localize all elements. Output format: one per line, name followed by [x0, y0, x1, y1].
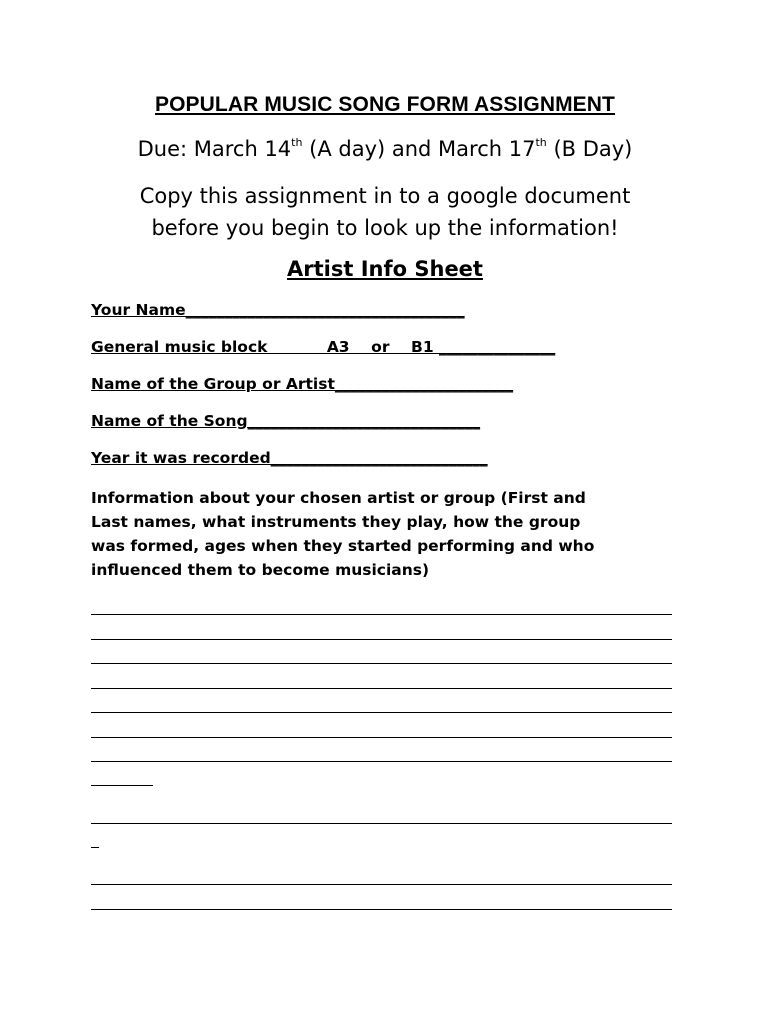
artist-info-prompt-line-3: was formed, ages when they started performing and who	[91, 537, 595, 555]
answer-line-short[interactable]	[91, 847, 99, 848]
your-name-field[interactable]: Your Name____________________________________	[91, 301, 465, 319]
answer-line[interactable]	[91, 639, 672, 640]
artist-info-prompt-line-4: influenced them to become musicians)	[91, 561, 430, 579]
copy-instruction-line-1: Copy this assignment in to a google document	[139, 184, 631, 208]
answer-line[interactable]	[91, 712, 672, 713]
answer-line[interactable]	[91, 737, 672, 738]
due-date-suffix: (B Day)	[546, 137, 633, 161]
artist-info-prompt-line-2: Last names, what instruments they play, how the group	[91, 513, 581, 531]
song-name-field[interactable]: Name of the Song______________________________	[91, 412, 481, 430]
answer-line[interactable]	[91, 688, 672, 689]
answer-line[interactable]	[91, 663, 672, 664]
copy-instruction	[0, 180, 770, 244]
answer-line[interactable]	[91, 614, 672, 615]
answer-line[interactable]	[91, 823, 672, 824]
due-date-superscript-1: th	[291, 136, 303, 149]
due-date-prefix: Due: March 14	[137, 137, 292, 161]
assignment-title: POPULAR MUSIC SONG FORM ASSIGNMENT	[155, 93, 615, 116]
due-date-superscript-2: th	[535, 136, 547, 149]
section-title: Artist Info Sheet	[287, 257, 483, 281]
music-block-field[interactable]: General music block A3 or B1 _______________	[91, 338, 556, 356]
copy-instruction-line-2: before you begin to look up the information!	[151, 216, 619, 240]
answer-line-short[interactable]	[91, 785, 153, 786]
answer-line[interactable]	[91, 884, 672, 885]
artist-info-prompt	[91, 486, 691, 582]
year-recorded-field[interactable]: Year it was recorded____________________________	[91, 449, 488, 467]
group-artist-field[interactable]: Name of the Group or Artist_______________________	[91, 375, 514, 393]
answer-line[interactable]	[91, 761, 672, 762]
answer-line[interactable]	[91, 909, 672, 910]
due-date-middle: (A day) and March 17	[302, 137, 536, 161]
due-date-line	[0, 137, 770, 161]
artist-info-prompt-line-1: Information about your chosen artist or group (First and	[91, 489, 586, 507]
